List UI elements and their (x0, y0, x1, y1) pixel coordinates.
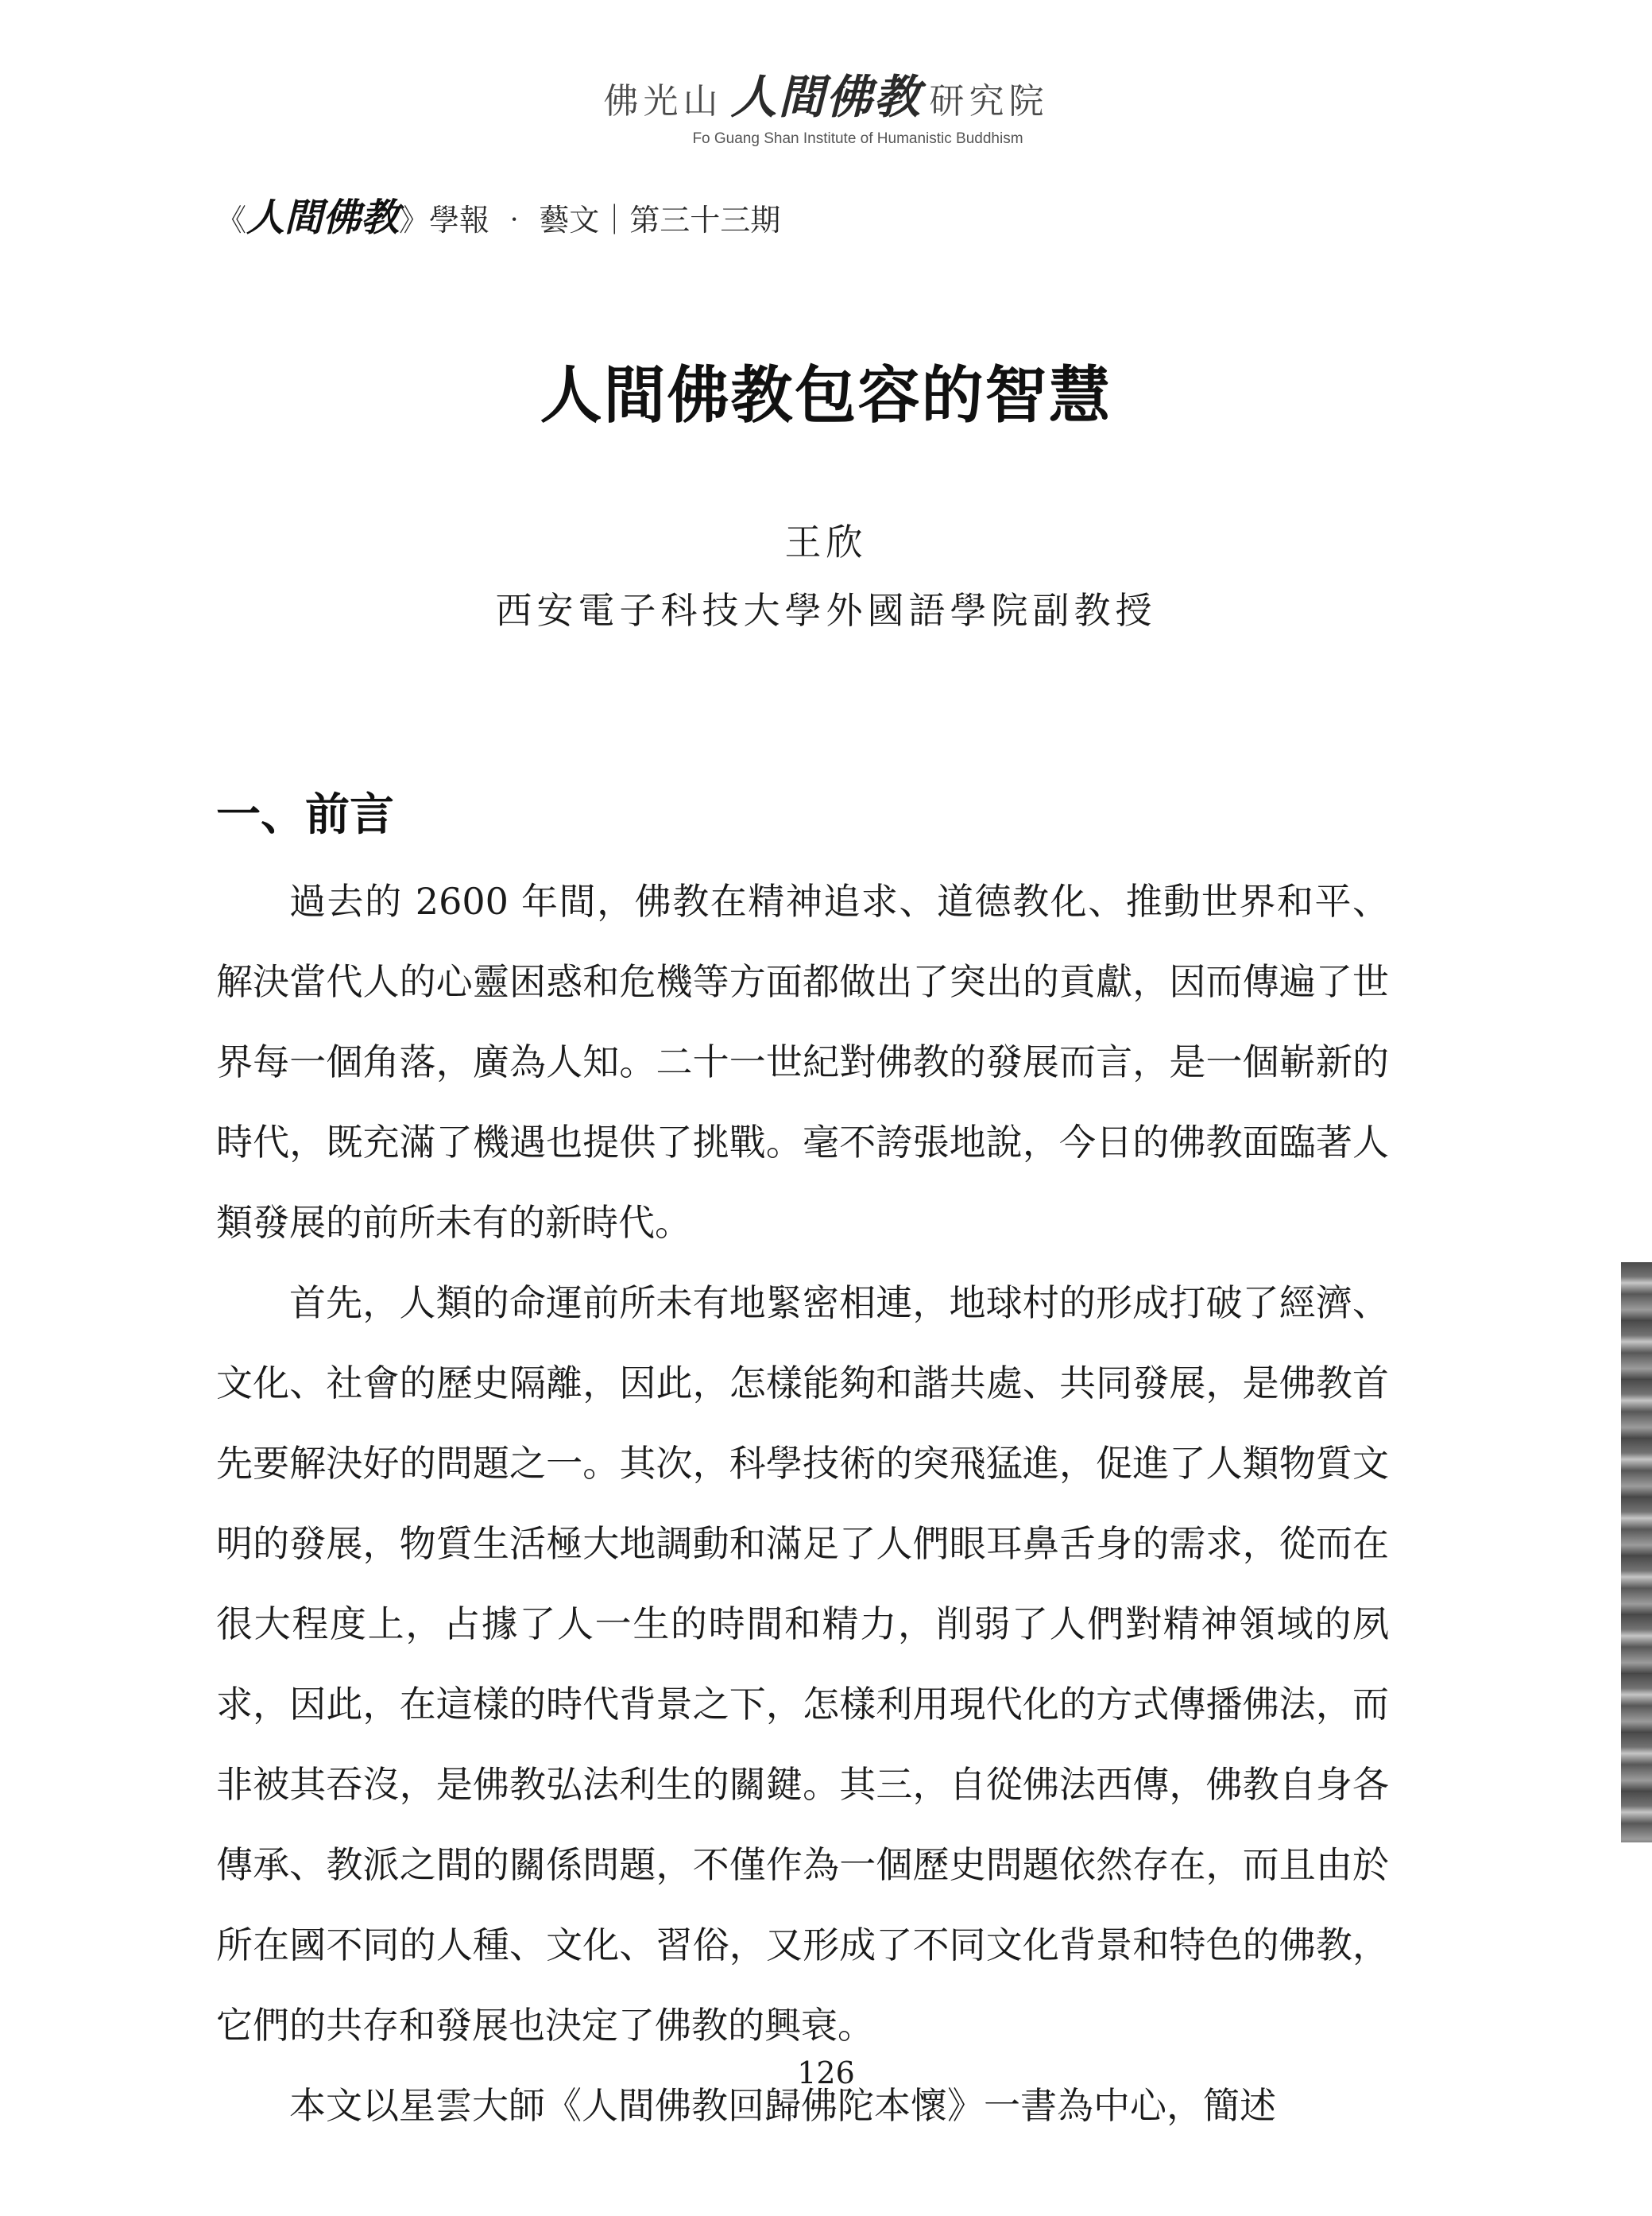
author-affiliation: 西安電子科技大學外國語學院副教授 (495, 589, 1157, 632)
author-name: 王欣 (784, 521, 868, 564)
page-number: 126 (797, 2055, 855, 2090)
paragraph: 本文以星雲大師《人間佛教回歸佛陀本懷》一書為中心，簡述 (289, 2084, 1276, 2127)
institute-suffix: 研究院 (929, 81, 1049, 122)
institute-prefix: 佛光山 (603, 81, 723, 122)
section-heading: 一、前言 (216, 788, 394, 841)
journal-running-header (216, 194, 780, 244)
paragraph: 首先，人類的命運前所未有地緊密相連，地球村的形成打破了經濟、文化、社會的歷史隔離，因此，怎樣能夠和諧共處、共同發展，是佛教首先要解決好的問題之一。其次，科學技術的突飛猛進，促進了人類物質文明的發展，物質生活極大地調動和滿足了人們眼耳鼻舌身的需求，從而在很大程度上，占據了人一生的時間和精力，削弱了人們對精神領域的夙求，因此，在這樣的時代背景之下，怎樣利用現代化的方式傳播佛法，而非被其吞沒，是佛教弘法利生的關鍵。其三，自從佛法西傳，佛教自身各傳承、教派之間的關係問題，不僅作為一個歷史問題依然存在，而且由於所在國不同的人種、文化、習俗，又形成了不同文化背景和特色的佛教，它們的共存和發展也決定了佛教的興衰。 (216, 1281, 1389, 2047)
body-text (216, 862, 1389, 2146)
institute-name (0, 70, 1652, 126)
institute-english-name: Fo Guang Shan Institute of Humanistic Buddhism (692, 130, 1023, 147)
institute-header (0, 70, 1652, 148)
paragraph: 過去的 2600 年間，佛教在精神追求、道德教化、推動世界和平、解決當代人的心靈困惑和危機等方面都做出了突出的貢獻，因而傳遍了世界每一個角落，廣為人知。二十一世紀對佛教的發展而言，是一個嶄新的時代，既充滿了機遇也提供了挑戰。毫不誇張地說，今日的佛教面臨著人類發展的前所未有的新時代。 (216, 880, 1389, 1244)
journal-issue-info: 學報 ‧ 藝文｜第三十三期 (429, 203, 781, 238)
journal-open-bracket: 《 (216, 203, 247, 238)
journal-close-bracket: 》 (399, 203, 430, 238)
institute-brand-logo: 人間佛教 (730, 70, 922, 124)
paper-title: 人間佛教包容的智慧 (540, 359, 1112, 432)
edge-photo-strip (1621, 1262, 1652, 1842)
journal-brand-logo: 人間佛教 (246, 196, 400, 240)
